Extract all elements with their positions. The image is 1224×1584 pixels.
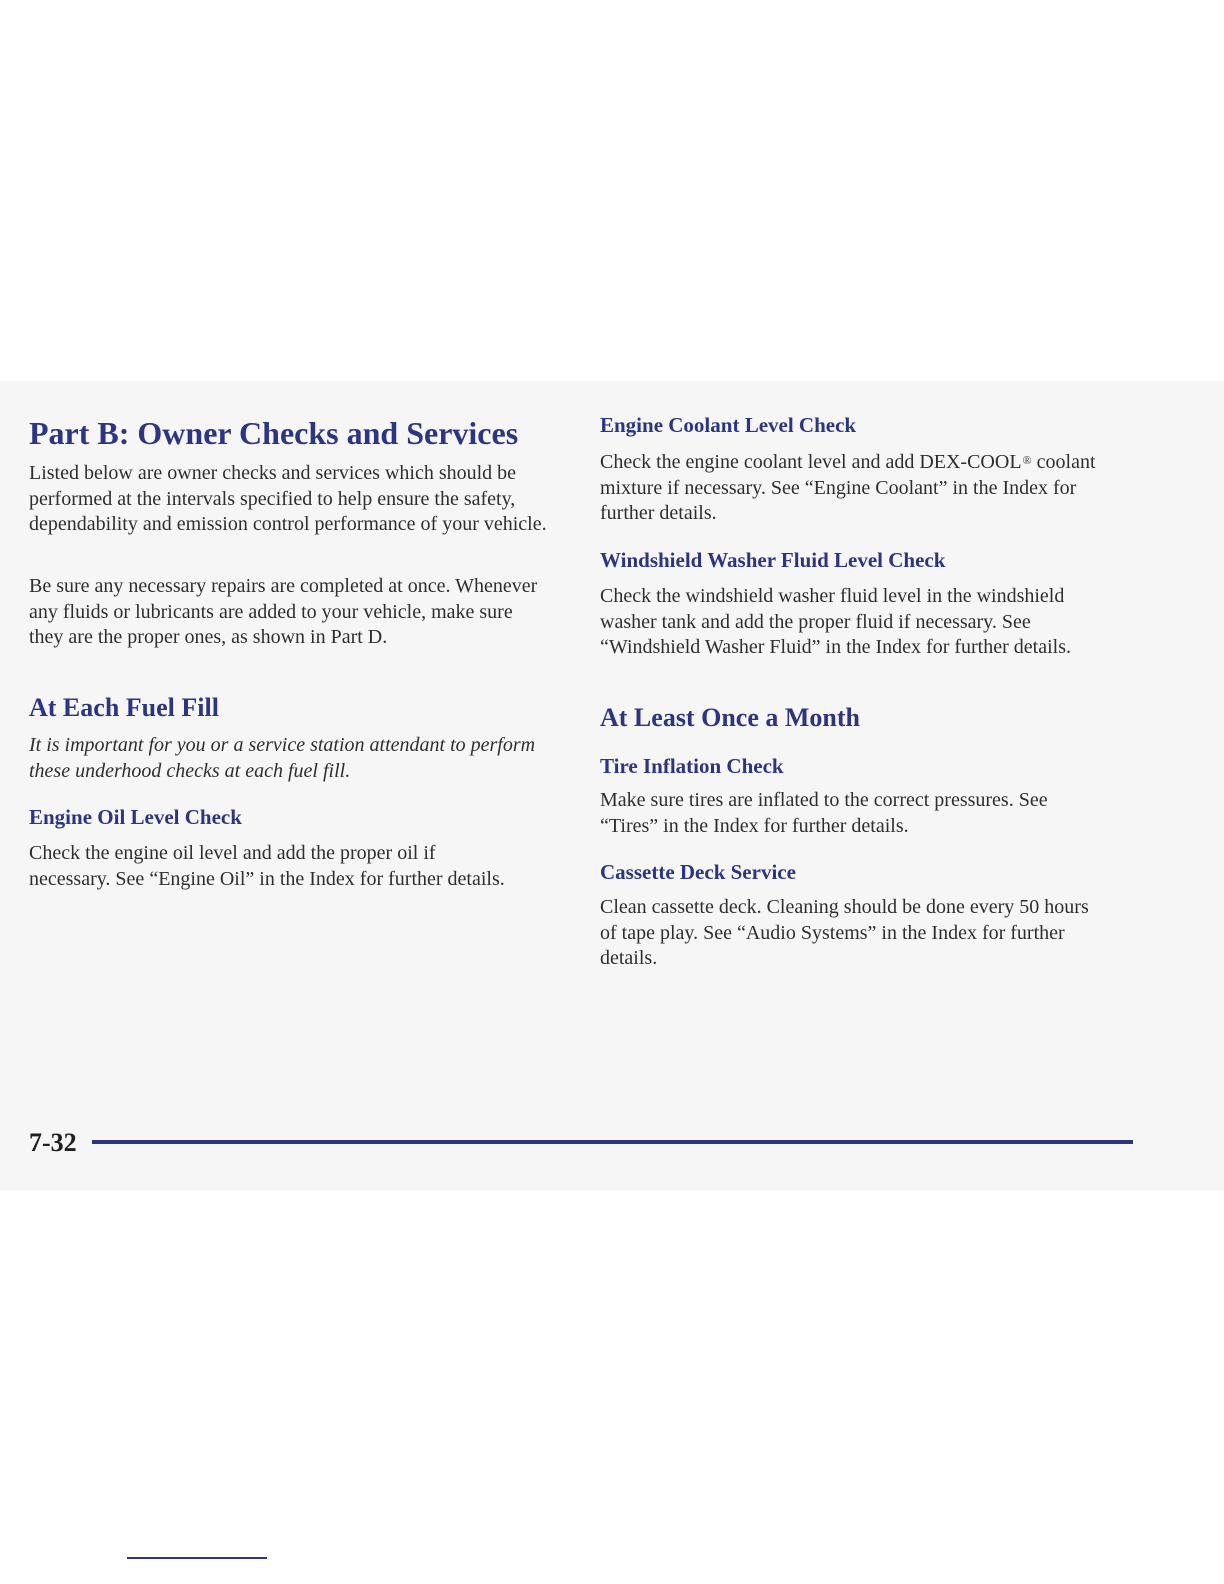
manual-page [0, 381, 1224, 1190]
cassette-heading: Cassette Deck Service [600, 860, 796, 884]
page-number: 7-32 [29, 1128, 77, 1157]
intro-paragraph-1: Listed below are owner checks and services which should be performed at the intervals specified to help ensure the safety, dependability and emission control performance of your vehicle. [29, 462, 547, 535]
coolant-text-start: Check the engine coolant level and add DEX-COOL [600, 451, 1022, 473]
washer-text: Check the windshield washer fluid level in the windshield washer tank and add the proper fluid if necessary. See “Windshield Washer Fluid” in the Index for further details. [600, 585, 1071, 658]
coolant-text-end: coolant mixture if necessary. See “Engine Coolant” in the Index for further details. [600, 451, 1096, 524]
intro-paragraph-2: Be sure any necessary repairs are completed at once. Whenever any fluids or lubricants are added to your vehicle, make sure they are the proper ones, as shown in Part D. [29, 575, 538, 648]
fuel-fill-note: It is important for you or a service station attendant to perform these underhood checks at each fuel fill. [29, 734, 536, 782]
monthly-heading: At Least Once a Month [600, 703, 860, 732]
washer-heading: Windshield Washer Fluid Level Check [600, 548, 946, 572]
engine-oil-heading: Engine Oil Level Check [29, 805, 242, 829]
cassette-text: Clean cassette deck. Cleaning should be done every 50 hours of tape play. See “Audio Systems” in the Index for further details. [600, 896, 1089, 969]
page-title: Part B: Owner Checks and Services [29, 415, 519, 451]
coolant-heading: Engine Coolant Level Check [600, 413, 857, 437]
engine-oil-text: Check the engine oil level and add the proper oil if necessary. See “Engine Oil” in the Index for further details. [29, 842, 505, 890]
tire-text: Make sure tires are inflated to the correct pressures. See “Tires” in the Index for further details. [600, 789, 1048, 837]
registered-mark: ® [1022, 453, 1032, 467]
tire-heading: Tire Inflation Check [600, 754, 784, 778]
footer-divider [92, 1140, 1133, 1144]
bottom-divider [127, 1557, 267, 1559]
coolant-text [600, 450, 1115, 527]
fuel-fill-heading: At Each Fuel Fill [29, 693, 219, 722]
